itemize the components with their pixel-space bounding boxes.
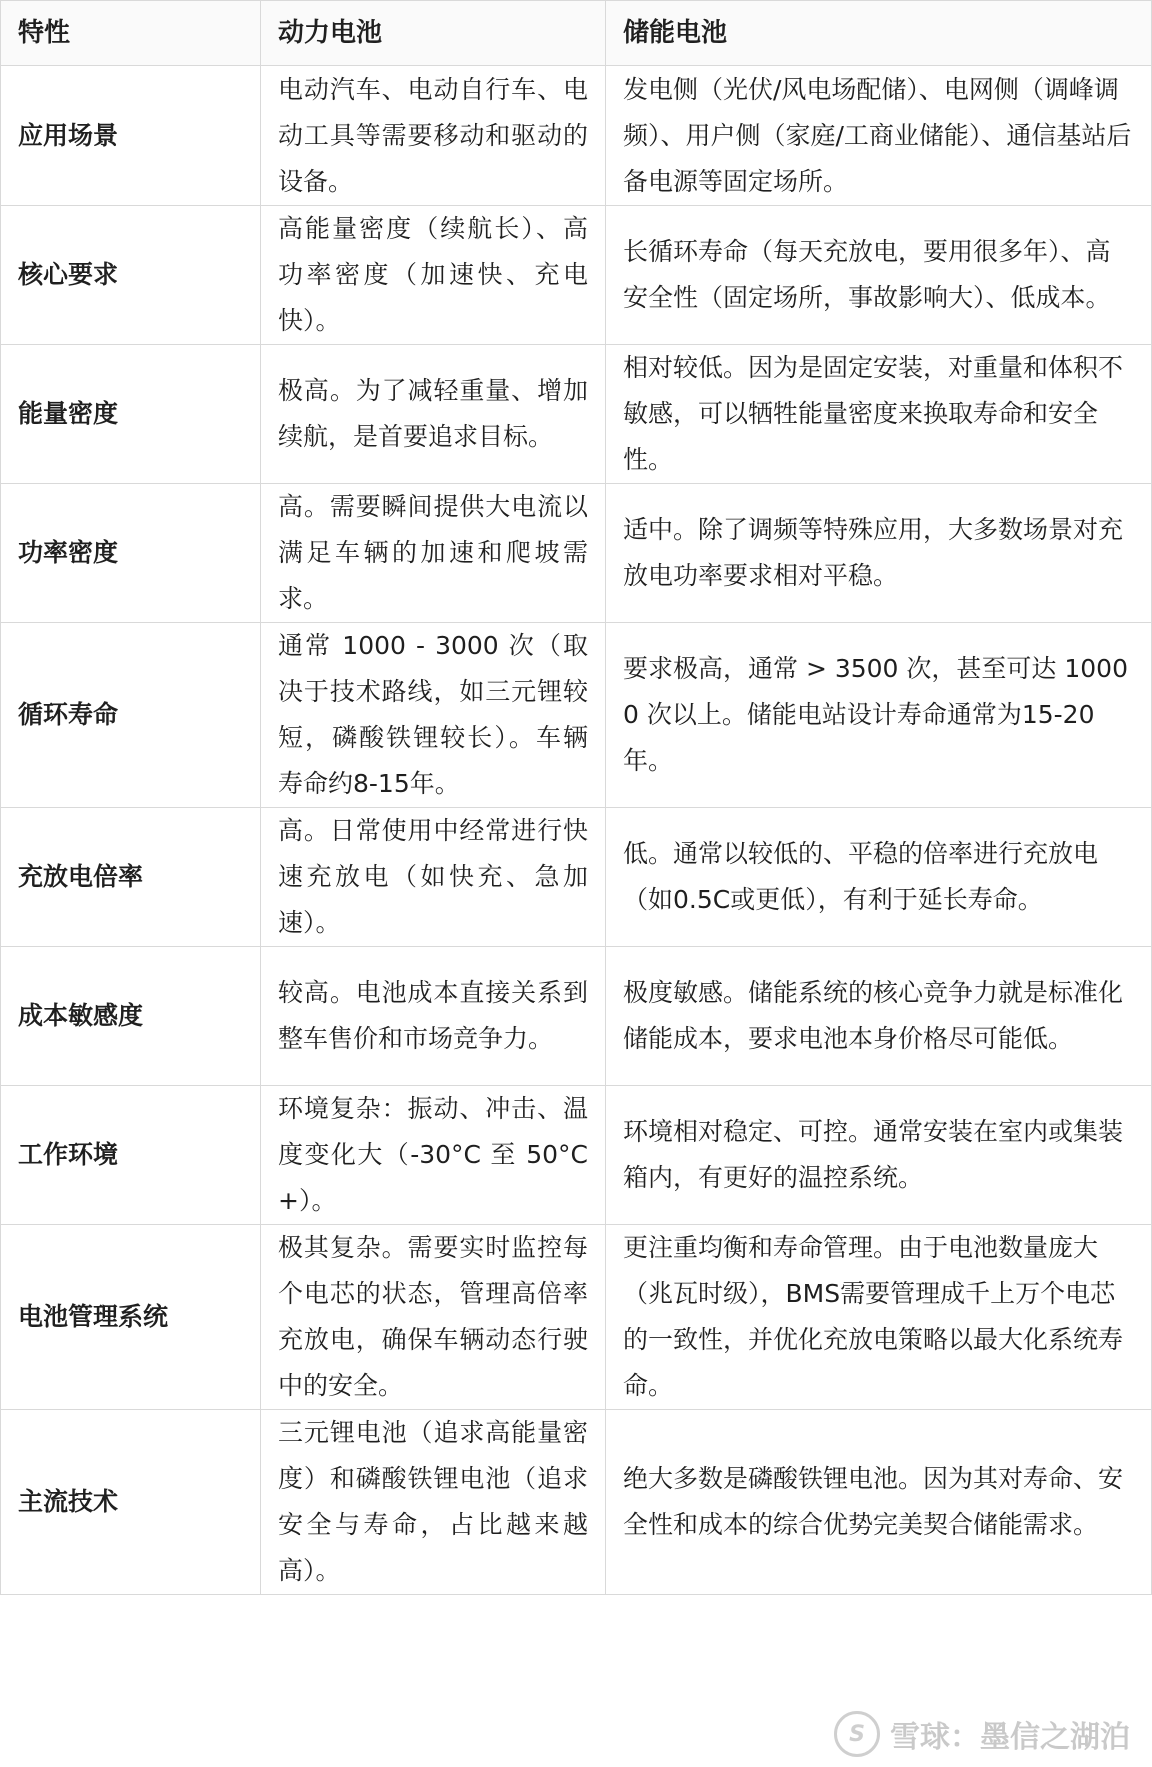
watermark: [834, 1711, 1130, 1757]
power-battery-cell: 较高。电池成本直接关系到整车售价和市场竞争力。: [261, 947, 606, 1086]
power-battery-cell: 高能量密度（续航长）、高功率密度（加速快、充电快）。: [261, 206, 606, 345]
power-battery-cell: 极其复杂。需要实时监控每个电芯的状态，管理高倍率充放电，确保车辆动态行驶中的安全。: [261, 1225, 606, 1410]
table-body: [1, 66, 1152, 1595]
storage-battery-cell: 更注重均衡和寿命管理。由于电池数量庞大（兆瓦时级），BMS需要管理成千上万个电芯的一致性，并优化充放电策略以最大化系统寿命。: [606, 1225, 1152, 1410]
table-row: [1, 484, 1152, 623]
feature-cell: 能量密度: [1, 345, 261, 484]
storage-battery-cell: 适中。除了调频等特殊应用，大多数场景对充放电功率要求相对平稳。: [606, 484, 1152, 623]
feature-cell: 应用场景: [1, 66, 261, 206]
table-row: [1, 345, 1152, 484]
storage-battery-cell: 低。通常以较低的、平稳的倍率进行充放电（如0.5C或更低），有利于延长寿命。: [606, 808, 1152, 947]
table-row: [1, 808, 1152, 947]
power-battery-cell: 环境复杂：振动、冲击、温度变化大（-30°C 至 50°C+）。: [261, 1086, 606, 1225]
table-row: [1, 947, 1152, 1086]
storage-battery-cell: 发电侧（光伏/风电场配储）、电网侧（调峰调频）、用户侧（家庭/工商业储能）、通信基站后备电源等固定场所。: [606, 66, 1152, 206]
power-battery-cell: 极高。为了减轻重量、增加续航，是首要追求目标。: [261, 345, 606, 484]
feature-cell: 充放电倍率: [1, 808, 261, 947]
header-power-battery: 动力电池: [261, 1, 606, 66]
power-battery-cell: 通常 1000 - 3000 次（取决于技术路线，如三元锂较短，磷酸铁锂较长）。车辆寿命约8-15年。: [261, 623, 606, 808]
feature-cell: 成本敏感度: [1, 947, 261, 1086]
feature-cell: 核心要求: [1, 206, 261, 345]
power-battery-cell: 高。需要瞬间提供大电流以满足车辆的加速和爬坡需求。: [261, 484, 606, 623]
header-storage-battery: 储能电池: [606, 1, 1152, 66]
table-row: [1, 1410, 1152, 1595]
feature-cell: 电池管理系统: [1, 1225, 261, 1410]
header-row: [1, 1, 1152, 66]
storage-battery-cell: 相对较低。因为是固定安装，对重量和体积不敏感，可以牺牲能量密度来换取寿命和安全性。: [606, 345, 1152, 484]
power-battery-cell: 高。日常使用中经常进行快速充放电（如快充、急加速）。: [261, 808, 606, 947]
table-row: [1, 206, 1152, 345]
feature-cell: 主流技术: [1, 1410, 261, 1595]
header-feature: 特性: [1, 1, 261, 66]
feature-cell: 循环寿命: [1, 623, 261, 808]
feature-cell: 功率密度: [1, 484, 261, 623]
feature-cell: 工作环境: [1, 1086, 261, 1225]
storage-battery-cell: 环境相对稳定、可控。通常安装在室内或集装箱内，有更好的温控系统。: [606, 1086, 1152, 1225]
storage-battery-cell: 要求极高，通常 > 3500 次，甚至可达 10000 次以上。储能电站设计寿命通常为15-20年。: [606, 623, 1152, 808]
watermark-text: 雪球：墨信之湖泊: [890, 1720, 1130, 1755]
power-battery-cell: 电动汽车、电动自行车、电动工具等需要移动和驱动的设备。: [261, 66, 606, 206]
table-row: [1, 66, 1152, 206]
storage-battery-cell: 长循环寿命（每天充放电，要用很多年）、高安全性（固定场所，事故影响大）、低成本。: [606, 206, 1152, 345]
snowball-logo-icon: S: [834, 1711, 880, 1757]
storage-battery-cell: 绝大多数是磷酸铁锂电池。因为其对寿命、安全性和成本的综合优势完美契合储能需求。: [606, 1410, 1152, 1595]
table-row: [1, 623, 1152, 808]
table-row: [1, 1086, 1152, 1225]
storage-battery-cell: 极度敏感。储能系统的核心竞争力就是标准化储能成本，要求电池本身价格尽可能低。: [606, 947, 1152, 1086]
power-battery-cell: 三元锂电池（追求高能量密度）和磷酸铁锂电池（追求安全与寿命，占比越来越高）。: [261, 1410, 606, 1595]
table-row: [1, 1225, 1152, 1410]
